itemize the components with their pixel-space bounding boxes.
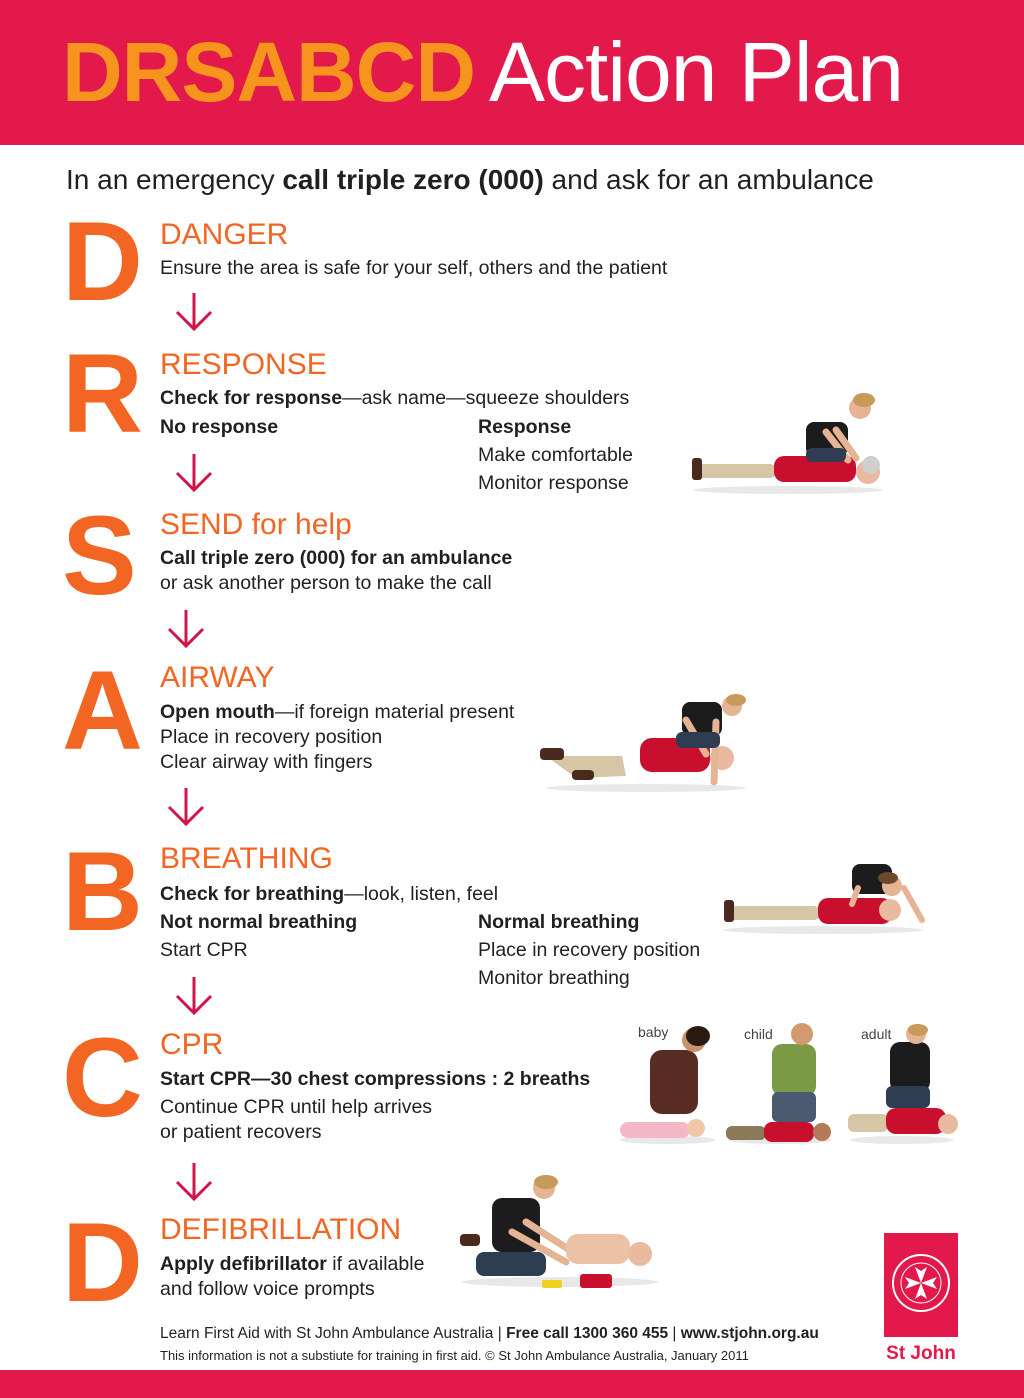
letter-s-send: S: [62, 493, 137, 618]
footer-learn: Learn First Aid with St John Ambulance Australia: [160, 1325, 494, 1342]
cpr-line3: or patient recovers: [160, 1121, 322, 1143]
title-rest: Action Plan: [489, 25, 903, 119]
caption-child: child: [744, 1026, 773, 1042]
title-acronym: DRSABCD: [62, 25, 475, 119]
defibrillation-photo: [456, 1172, 660, 1300]
defib-line2: and follow voice prompts: [160, 1278, 375, 1300]
arrow-down-icon: [173, 975, 215, 1017]
breathing-check-photo: [718, 858, 928, 936]
cpr-adult-photo: [846, 1022, 958, 1148]
letter-r-response: R: [62, 331, 143, 456]
footer-disclaimer: This information is not a substiute for training in first aid. © St John Ambulance Australia, January 2011: [160, 1348, 749, 1363]
footer-band: [0, 1370, 1024, 1398]
breathing-check-bold: Check for breathing: [160, 883, 345, 905]
cpr-line1: [160, 1070, 590, 1090]
cpr-child-photo: [722, 1022, 832, 1148]
not-normal-line: Start CPR: [160, 939, 248, 961]
send-heading: SEND for help: [160, 508, 352, 541]
airway-line2: Place in recovery position: [160, 726, 383, 748]
response-title-text: Response: [478, 416, 572, 438]
arrow-down-icon: [165, 608, 207, 650]
breathing-heading: BREATHING: [160, 842, 333, 875]
footer-url[interactable]: www.stjohn.org.au: [680, 1325, 819, 1342]
cpr-heading: CPR: [160, 1028, 224, 1061]
defib-heading: DEFIBRILLATION: [160, 1213, 402, 1246]
breathing-check-rest: —look, listen, feel: [344, 883, 499, 905]
danger-heading: DANGER: [160, 218, 289, 251]
no-response-title: [160, 418, 278, 438]
normal-line2: Monitor breathing: [478, 967, 630, 989]
normal-title-text: Normal breathing: [478, 911, 640, 933]
response-title: [478, 418, 571, 438]
response-check-rest: —ask name—squeeze shoulders: [342, 387, 630, 409]
defib-line1: [160, 1255, 424, 1275]
footer-separator: |: [668, 1325, 681, 1342]
normal-line1: Place in recovery position: [478, 939, 701, 961]
response-heading: RESPONSE: [160, 348, 327, 381]
letter-c-cpr: C: [62, 1015, 143, 1140]
logo-name: St John: [886, 1343, 956, 1363]
arrow-down-icon: [173, 452, 215, 494]
no-response-text: No response: [160, 416, 279, 438]
cpr-line1-text: Start CPR—30 chest compressions : 2 breaths: [160, 1068, 591, 1090]
airway-line1-bold: Open mouth: [160, 701, 275, 723]
response-line1: Make comfortable: [478, 444, 633, 466]
intro-bold: call triple zero (000): [282, 164, 544, 195]
letter-a-airway: A: [62, 648, 143, 773]
send-line1: [160, 549, 512, 569]
caption-adult: adult: [861, 1026, 892, 1042]
page-title: [62, 25, 903, 119]
arrow-down-icon: [173, 1161, 215, 1203]
caption-baby: baby: [638, 1024, 669, 1040]
letter-d-defibrillation: D: [62, 1200, 143, 1325]
footer-separator: |: [493, 1325, 507, 1342]
response-line2: Monitor response: [478, 472, 629, 494]
footer-call: Free call 1300 360 455: [506, 1325, 669, 1342]
letter-b-breathing: B: [62, 829, 143, 954]
airway-heading: AIRWAY: [160, 661, 275, 694]
airway-line3: Clear airway with fingers: [160, 751, 373, 773]
airway-recovery-photo: [536, 692, 750, 804]
arrow-down-icon: [165, 786, 207, 828]
response-check-bold: Check for response: [160, 387, 343, 409]
cpr-baby-photo: [614, 1022, 718, 1148]
breathing-check-line: [160, 885, 498, 905]
airway-line1: [160, 703, 514, 723]
intro-line: [66, 164, 874, 196]
not-normal-title: [160, 913, 357, 933]
send-line1-text: Call triple zero (000) for an ambulance: [160, 547, 513, 569]
st-john-logo: [884, 1233, 958, 1363]
not-normal-title-text: Not normal breathing: [160, 911, 358, 933]
footer-contact: [160, 1325, 819, 1343]
airway-line1-rest: —if foreign material present: [274, 701, 515, 723]
danger-line1: Ensure the area is safe for your self, others and the patient: [160, 257, 668, 279]
intro-pre: In an emergency: [66, 164, 283, 195]
response-check-photo: [688, 386, 888, 496]
cpr-line2: Continue CPR until help arrives: [160, 1096, 433, 1118]
intro-post: and ask for an ambulance: [543, 164, 874, 195]
normal-title: [478, 913, 639, 933]
defib-line1-rest: if available: [326, 1253, 425, 1275]
send-line2: or ask another person to make the call: [160, 572, 492, 594]
defib-line1-bold: Apply defibrillator: [160, 1253, 327, 1275]
letter-d-danger: D: [62, 199, 143, 324]
response-check-line: [160, 389, 629, 409]
arrow-down-icon: [173, 291, 215, 333]
